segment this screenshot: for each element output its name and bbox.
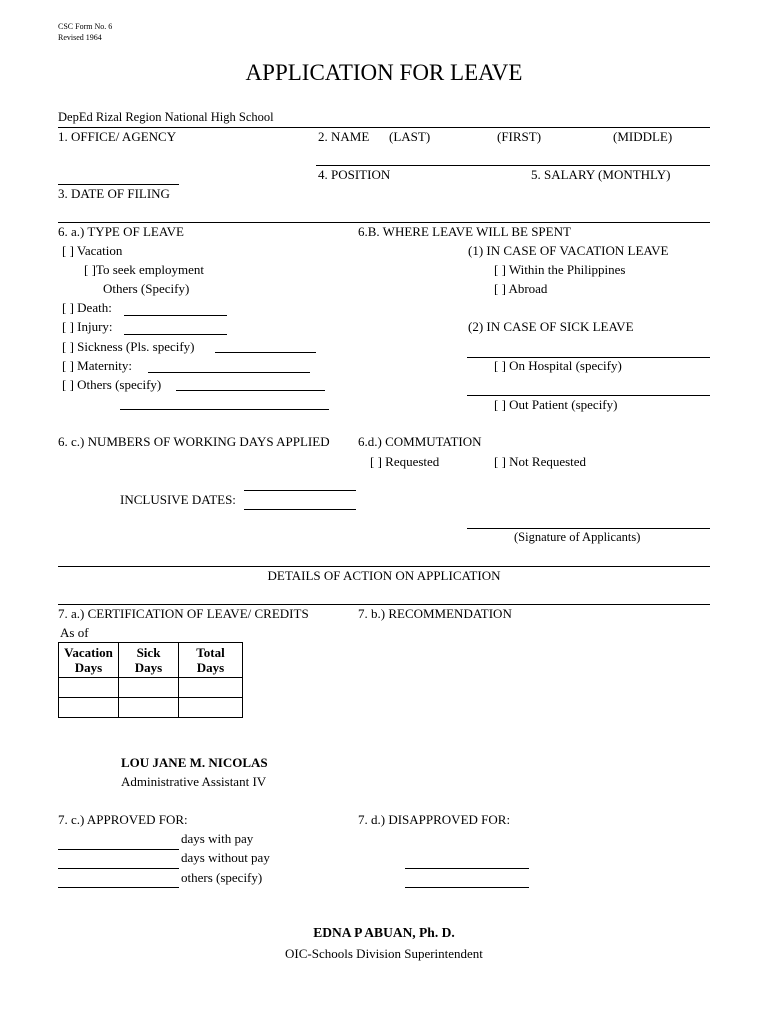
total-days-header: Total Days <box>179 643 243 678</box>
maternity-option[interactable]: [ ] Maternity: <box>62 358 133 373</box>
salary-label: 5. SALARY (MONTHLY) <box>531 167 671 182</box>
vacation-case-label: (1) IN CASE OF VACATION LEAVE <box>468 243 669 258</box>
commutation-label: 6.d.) COMMUTATION <box>358 434 482 449</box>
with-pay-line[interactable] <box>58 849 179 850</box>
injury-option[interactable]: [ ] Injury: <box>62 319 113 334</box>
table-header-row <box>59 643 243 678</box>
vacation-option[interactable]: [ ] Vacation <box>62 243 123 258</box>
date-filing-line[interactable] <box>58 184 179 185</box>
superintendent-name: EDNA P ABUAN, Ph. D. <box>313 925 455 940</box>
injury-line[interactable] <box>124 334 227 335</box>
office-value: DepEd Rizal Region National High School <box>58 110 274 124</box>
death-line[interactable] <box>124 315 227 316</box>
recommendation-label: 7. b.) RECOMMENDATION <box>358 606 512 621</box>
requested-option[interactable]: [ ] Requested <box>370 454 440 469</box>
signature-label: (Signature of Applicants) <box>514 530 641 544</box>
seek-employment-option[interactable]: [ ]To seek employment <box>84 262 205 277</box>
signature-line[interactable] <box>467 528 710 529</box>
with-pay-label: days with pay <box>181 831 254 846</box>
last-name-label: (LAST) <box>389 129 431 144</box>
action-divider-top <box>58 566 710 567</box>
table-cell[interactable] <box>119 698 179 718</box>
name-line[interactable] <box>316 165 710 166</box>
others-line[interactable] <box>176 390 325 391</box>
abroad-option[interactable]: [ ] Abroad <box>494 281 548 296</box>
leave-credits-table <box>58 642 243 718</box>
inclusive-dates-line-2[interactable] <box>244 509 356 510</box>
type-of-leave-heading: 6. a.) TYPE OF LEAVE <box>58 224 184 239</box>
first-name-label: (FIRST) <box>497 129 542 144</box>
action-divider-bottom <box>58 604 710 605</box>
inclusive-dates-line-1[interactable] <box>244 490 356 491</box>
table-cell[interactable] <box>179 678 243 698</box>
superintendent-title: OIC-Schools Division Superintendent <box>285 946 483 961</box>
sickness-line[interactable] <box>215 352 316 353</box>
page-title: APPLICATION FOR LEAVE <box>245 60 523 85</box>
table-row <box>59 678 243 698</box>
death-option[interactable]: [ ] Death: <box>62 300 112 315</box>
vacation-days-header: Vacation Days <box>59 643 119 678</box>
date-filing-label: 3. DATE OF FILING <box>58 186 170 201</box>
officer-name: LOU JANE M. NICOLAS <box>121 755 268 770</box>
form-number: CSC Form No. 6 <box>58 22 113 31</box>
approved-for-label: 7. c.) APPROVED FOR: <box>58 812 188 827</box>
others-line-2[interactable] <box>120 409 329 410</box>
not-requested-option[interactable]: [ ] Not Requested <box>494 454 587 469</box>
without-pay-line[interactable] <box>58 868 179 869</box>
others-specify-line[interactable] <box>58 887 179 888</box>
section-divider <box>58 222 710 223</box>
table-cell[interactable] <box>179 698 243 718</box>
others-specify-label: others (specify) <box>181 870 263 885</box>
working-days-label: 6. c.) NUMBERS OF WORKING DAYS APPLIED <box>58 434 330 449</box>
inclusive-dates-label: INCLUSIVE DATES: <box>120 492 236 507</box>
disapproved-line-2[interactable] <box>405 887 529 888</box>
certification-label: 7. a.) CERTIFICATION OF LEAVE/ CREDITS <box>58 606 309 621</box>
maternity-line[interactable] <box>148 372 310 373</box>
position-label: 4. POSITION <box>318 167 391 182</box>
as-of-label: As of <box>60 625 89 640</box>
form-revision: Revised 1964 <box>58 33 102 42</box>
where-spent-heading: 6.B. WHERE LEAVE WILL BE SPENT <box>358 224 571 239</box>
sick-case-label: (2) IN CASE OF SICK LEAVE <box>468 319 634 334</box>
table-cell[interactable] <box>59 698 119 718</box>
without-pay-label: days without pay <box>181 850 270 865</box>
table-cell[interactable] <box>59 678 119 698</box>
disapproved-line-1[interactable] <box>405 868 529 869</box>
disapproved-for-label: 7. d.) DISAPPROVED FOR: <box>358 812 511 827</box>
sickness-option[interactable]: [ ] Sickness (Pls. specify) <box>62 339 195 354</box>
table-row <box>59 698 243 718</box>
out-patient-option[interactable]: [ ] Out Patient (specify) <box>494 397 618 412</box>
hospital-option[interactable]: [ ] On Hospital (specify) <box>494 358 622 373</box>
others-option[interactable]: [ ] Others (specify) <box>62 377 162 392</box>
table-cell[interactable] <box>119 678 179 698</box>
office-label: 1. OFFICE/ AGENCY <box>58 129 177 144</box>
name-label: 2. NAME <box>318 129 370 144</box>
office-line <box>58 127 710 128</box>
action-heading: DETAILS OF ACTION ON APPLICATION <box>267 568 501 583</box>
sick-days-header: Sick Days <box>119 643 179 678</box>
officer-title: Administrative Assistant IV <box>121 774 267 789</box>
within-ph-option[interactable]: [ ] Within the Philippines <box>494 262 626 277</box>
others-specify-sub: Others (Specify) <box>103 281 190 296</box>
middle-name-label: (MIDDLE) <box>613 129 673 144</box>
hospital-line[interactable] <box>467 395 710 396</box>
